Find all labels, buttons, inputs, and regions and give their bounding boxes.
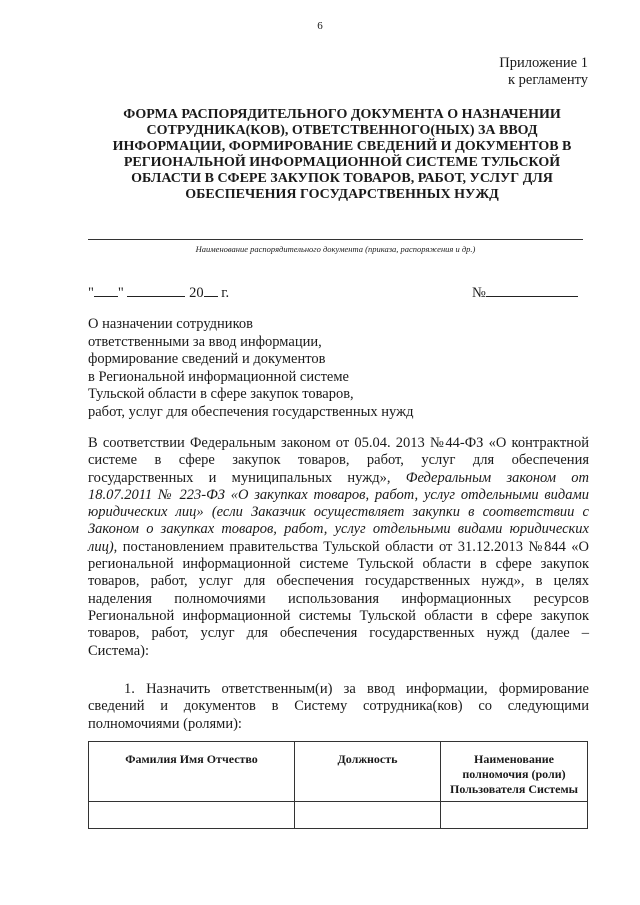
- body-line-italic: Федеральным законом от: [405, 469, 590, 486]
- document-name-line: [88, 239, 583, 240]
- table-header-row: [89, 742, 588, 802]
- item-1-paragraph: [88, 681, 589, 733]
- body-line: региональной информационной системе Тульской области в сфере закупок: [88, 556, 589, 573]
- body-paragraph: [88, 435, 589, 660]
- document-number-field: [472, 283, 578, 302]
- body-line-italic: [88, 504, 589, 521]
- document-subject: [88, 316, 413, 422]
- title-line: ИНФОРМАЦИИ, ФОРМИРОВАНИЕ СВЕДЕНИЙ И ДОКУМЕНТОВ В: [112, 139, 572, 154]
- header-role-name: Наименование полномочия (роли) Пользователя Системы: [441, 742, 588, 802]
- date-field: [88, 283, 229, 302]
- subject-line: Тульской области в сфере закупок товаров,: [88, 386, 354, 403]
- subject-line: в Региональной информационной системе: [88, 368, 349, 385]
- item-line: сведений и документов в Систему сотрудника(ков) со следующими: [88, 698, 589, 715]
- body-line-part: государственных и муниципальных нужд»,: [88, 469, 391, 486]
- body-line: В соответствии Федеральным законом от 05.04. 2013 №44-ФЗ «О контрактной: [88, 435, 589, 451]
- body-line: [88, 539, 589, 556]
- title-line: РЕГИОНАЛЬНОЙ ИНФОРМАЦИОННОЙ СИСТЕМЕ ТУЛЬСКОЙ: [123, 155, 561, 170]
- day-blank: [94, 283, 118, 297]
- body-line-italic: [88, 521, 589, 538]
- title-line: ОБЛАСТИ В СФЕРЕ ЗАКУПОК ТОВАРОВ, РАБОТ, УСЛУГ ДЛЯ: [131, 171, 553, 186]
- appendix-line-2: к регламенту: [507, 72, 588, 88]
- quote-open: ": [88, 285, 94, 301]
- month-blank: [127, 283, 185, 297]
- item-line: полномочиями (ролями):: [88, 715, 242, 732]
- body-line: Система):: [88, 642, 150, 659]
- body-line: товаров, работ, услуг для обеспечения государственных нужд (далее –: [88, 625, 589, 642]
- page-number: 6: [317, 20, 323, 32]
- document-title: [88, 107, 596, 203]
- table-cell: [89, 802, 295, 829]
- document-name-caption: Наименование распорядительного документа (приказа, распоряжения и др.): [195, 244, 476, 254]
- body-line: наделения полномочиями использования информационных ресурсов: [88, 590, 589, 607]
- body-line-part: , постановлением правительства Тульской области от 31.12.2013 №844 «О: [113, 538, 589, 555]
- table-cell: [441, 802, 588, 829]
- appendix-reference: [499, 55, 588, 89]
- roles-table: [88, 741, 588, 829]
- body-line-italic: лиц): [88, 538, 114, 555]
- body-line: Региональной информационной системы Тульской области в сфере закупок: [88, 607, 589, 624]
- subject-line: работ, услуг для обеспечения государственных нужд: [88, 403, 414, 420]
- number-blank: [486, 283, 578, 297]
- subject-line: ответственными за ввод информации,: [88, 333, 322, 350]
- subject-line: О назначении сотрудников: [88, 316, 253, 332]
- year-suffix: г.: [221, 285, 230, 301]
- title-line: ФОРМА РАСПОРЯДИТЕЛЬНОГО ДОКУМЕНТА О НАЗНАЧЕНИИ: [123, 107, 561, 122]
- item-line: 1. Назначить ответственным(и) за ввод информации, формирование: [124, 681, 589, 697]
- title-line: ОБЕСПЕЧЕНИЯ ГОСУДАРСТВЕННЫХ НУЖД: [185, 187, 499, 202]
- subject-line: формирование сведений и документов: [88, 351, 326, 368]
- year-prefix: 20: [189, 285, 204, 301]
- appendix-line-1: Приложение 1: [499, 55, 588, 71]
- body-line: товаров, работ, услуг для обеспечения государственных нужд», в целях: [88, 573, 589, 590]
- table-cell: [295, 802, 441, 829]
- body-line-italic: 18.07.2011 № 223-ФЗ «О закупках товаров, работ, услуг отдельными видами: [88, 486, 589, 503]
- body-line-italic: Законом о закупках товаров, работ, услуг отдельными видами юридических: [88, 521, 589, 538]
- body-line-italic: [88, 487, 589, 504]
- body-line: [88, 470, 589, 487]
- table-row: [89, 802, 588, 829]
- body-line: системе в сфере закупок товаров, работ, услуг для обеспечения: [88, 452, 589, 469]
- header-full-name: Фамилия Имя Отчество: [89, 742, 295, 802]
- year-blank: [204, 283, 218, 297]
- body-line-italic: юридических лиц» (если Заказчик осуществляет закупки в соответствии с: [88, 504, 589, 521]
- number-label: №: [472, 285, 486, 301]
- quote-close: ": [117, 285, 124, 301]
- title-line: СОТРУДНИКА(КОВ), ОТВЕТСТВЕННОГО(НЫХ) ЗА ВВОД: [146, 123, 538, 138]
- header-position: Должность: [295, 742, 441, 802]
